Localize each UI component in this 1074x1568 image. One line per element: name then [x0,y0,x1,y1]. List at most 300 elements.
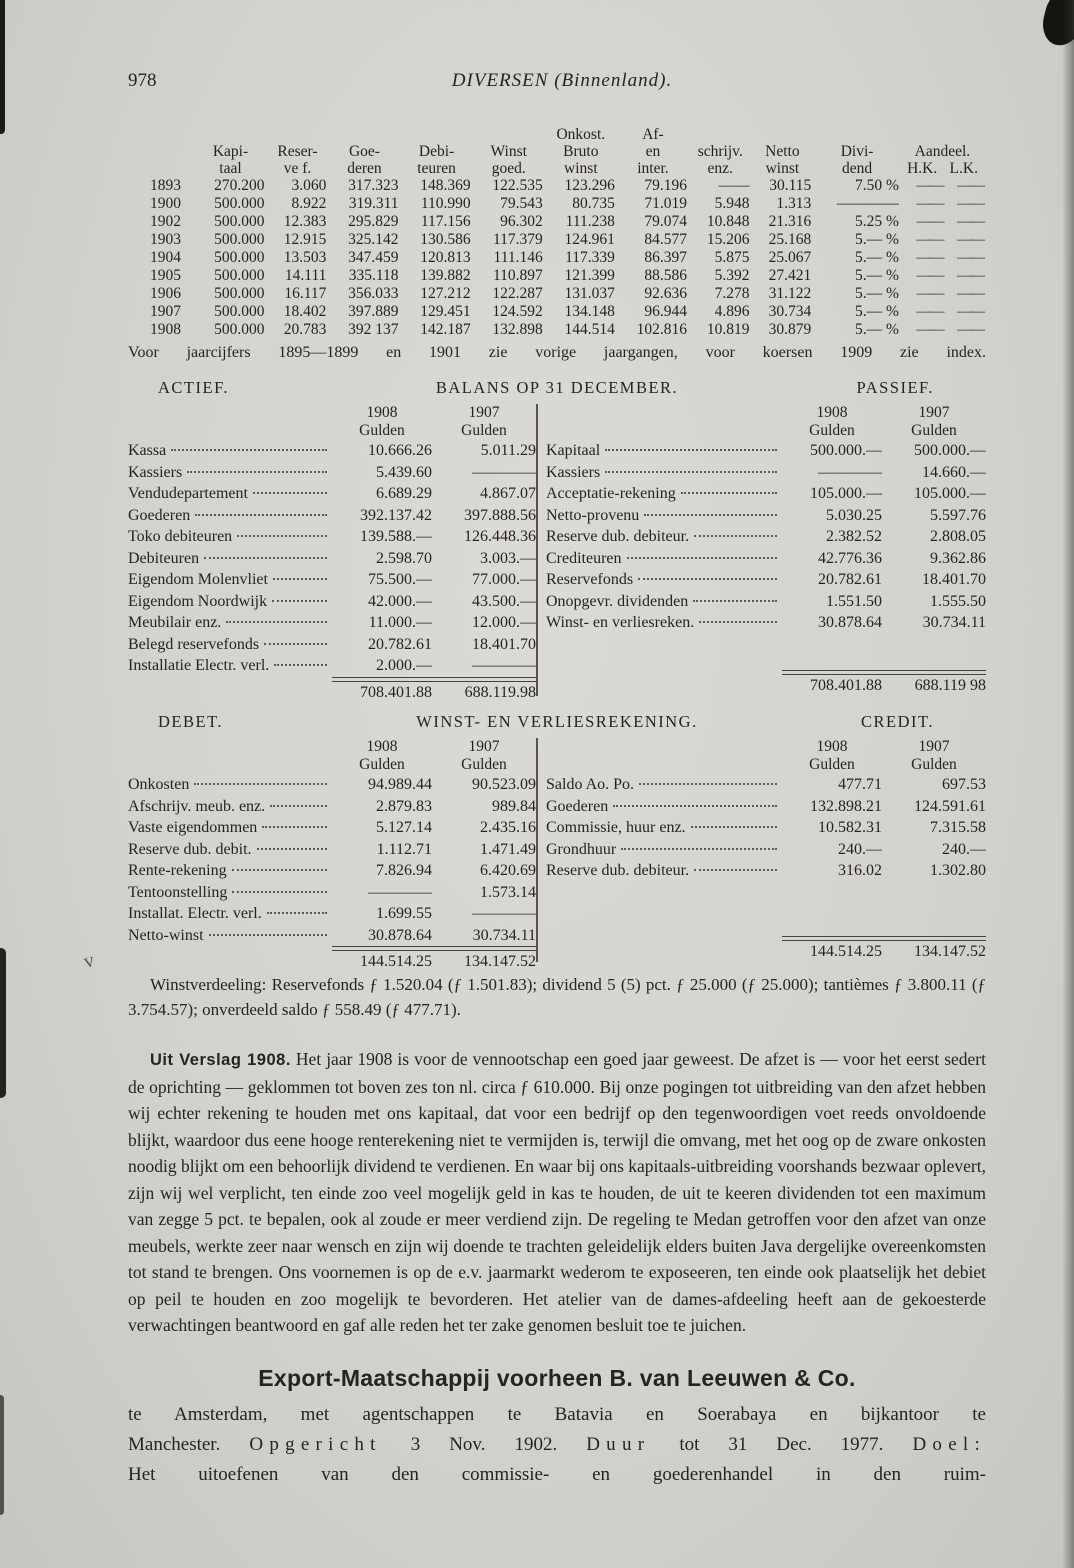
hdr-debiteuren-1: Debi- [418,143,455,160]
value-1908: 42.776.36 [818,549,882,567]
row-label-cell [546,569,782,591]
dot-leader [253,492,327,494]
row-label-cell [128,548,332,570]
wv-title-center: WINST- EN VERLIESREKENING. [416,712,698,731]
stats-cell-kapitaal: 500.000 [214,285,265,302]
stats-cell-kapitaal: 500.000 [214,321,265,338]
debet-year-1907: 1907 [468,738,500,755]
dot-leader [693,600,777,602]
credit-rows [546,774,986,882]
stats-cell-onkost-inter: 79.074 [644,213,688,230]
debet-row [128,817,536,839]
stats-cell-reserve: 12.915 [283,231,327,248]
stats-row [148,177,984,195]
debet-total-1907: 134.147.52 [464,953,536,970]
value-1908: 20.782.61 [368,635,432,653]
credit-total-1908: 144.514.25 [810,942,882,960]
row-label-cell [128,903,332,925]
stats-cell-goederen: 335.118 [348,267,399,284]
row-label-cell [128,569,332,591]
export-doel-label: Doel: [912,1433,986,1455]
row-label-cell [546,440,782,462]
page-edge-shadow [1062,0,1074,1568]
debet-currency-1: Gulden [359,756,405,773]
stats-cell-winst-goed: 111.146 [493,249,543,266]
stats-cell-goederen: 397.889 [348,303,399,320]
value-1908: 11.000.— [368,614,432,631]
value-1908: 132.898.21 [810,797,882,815]
stats-cell-dividend: ———— [836,195,899,212]
debet-totals [128,946,536,973]
debet-row [128,839,536,861]
row-label-cell [128,462,332,484]
value-1908: 1.551.50 [826,592,882,610]
stats-cell-bruto-winst: 134.148 [564,303,615,320]
dot-leader [232,869,327,871]
stats-cell-onkost-inter: 84.577 [644,231,688,248]
row-label: Acceptatie-rekening [546,485,676,502]
stats-cell-afschrijv: 4.896 [714,303,750,320]
passief-row [546,462,986,484]
stats-cell-koers-lk: —— [957,285,982,302]
credit-currency-1: Gulden [809,756,855,773]
value-1907: 2.808.05 [930,528,986,545]
stats-cell-onkost-inter: 92.636 [644,285,688,302]
stats-cell-year: 1902 [150,213,181,230]
passief-rows [546,440,986,634]
value-1907: 14.660.— [922,463,986,481]
stats-cell-year: 1906 [150,285,181,302]
passief-table [546,404,986,634]
row-label: Reserve dub. debit. [128,840,252,858]
passief-total-1907: 688.119 98 [914,676,986,694]
stats-cell-reserve: 20.783 [283,321,327,338]
page-header [128,70,986,92]
value-1907: 7.315.58 [930,819,986,836]
hdr-goederen-2: deren [347,160,382,177]
hdr-onkost-bot: inter. [637,160,669,177]
value-1907: 397.888.56 [464,506,536,524]
value-1907: 77.000.— [472,571,536,588]
export-company-paragraph [128,1400,986,1490]
row-label: Vendudepartement [128,485,248,502]
value-1907: 90.523.09 [472,776,536,793]
row-label-cell [128,591,332,613]
credit-year-1908: 1908 [816,738,848,755]
balans-titles [128,378,986,398]
stats-cell-koers-hk: —— [916,249,942,266]
dot-leader [257,848,327,850]
stats-cell-kapitaal: 500.000 [214,213,265,230]
actief-row [128,548,536,570]
stats-cell-koers-lk: —— [957,231,982,248]
stats-row [148,195,984,213]
value-1908: 2.879.83 [376,797,432,815]
stats-cell-debiteuren: 129.451 [420,303,471,320]
debet-year-row [128,738,536,756]
stats-cell-netto-winst: 30.734 [768,303,812,320]
hdr-reserve-2: ve f. [283,160,312,177]
stats-cell-debiteuren: 139.882 [420,267,471,284]
stats-cell-kapitaal: 500.000 [214,195,265,212]
verslag-body: Het jaar 1908 is voor de vennootschap een goed jaar geweest. De afzet is — voor het eerst sedert de oprichting — geklommen tot boven zes ton nl. circa ƒ 610.000. Bij onze pogingen tot uitbreiding van den afzet hebben wij echter rekening te houden met ons kapitaal, dat voor een bedrijf op den tegenwoordigen voet reeds onvoldoende blijkt, waardoor dus eene hooge renterekening niet te vermijden is, terwijl die omvang, met het oog op de zware onkosten noodig blijkt om een behoorlijk dividend te verdienen. En waar bij ons kapitaals-uitbreiding voorshands bezwaar oplevert, zijn wij wel verplicht, ten einde zoo veel mogelijk geld in kas te houden, de uit te keeren dividenden tot een maximum van zegge 5 pct. te bepalen, ook al zoude er meer verdiend zijn. De regeling te Medan getroffen voor den afzet van onze meubels, werkte zeer naar wensch en zijn wij doende te trachten geleidelijk elders buiten Java dergelijke overeenkomsten tot stand te brengen. Ons voornemen is op de e.v. jaarmarkt wederom te exposeeren, ten einde ook plaatselijk het debiet op peil te houden en zoo mogelijk te bevorderen. Het atelier van de dames-afdeeling heeft aan de gekoesterde verwachtingen beantwoord en gaf alle reden het ter zake genomen besluit toe te juichen. [128,1049,987,1335]
stats-cell-koers-hk: —— [916,231,942,248]
row-label: Installat. Electr. verl. [128,905,262,922]
wv-section [128,738,986,970]
row-label-cell [128,817,332,839]
stats-cell-koers-hk: —— [916,177,942,194]
dot-leader [638,578,777,580]
stats-cell-year: 1900 [150,195,181,212]
stats-cell-dividend: 5.— % [854,231,899,248]
value-1907: 5.597.76 [930,506,986,524]
row-label: Commissie, huur enz. [546,819,686,836]
passief-row [546,505,986,527]
passief-year-1908: 1908 [816,404,848,421]
binding-mark-top-left [0,0,5,134]
export-duur-label: Duur [586,1433,651,1455]
row-label-cell [128,483,332,505]
stats-cell-kapitaal: 500.000 [214,303,265,320]
stats-cell-koers-lk: —— [957,177,982,194]
value-1907: 124.591.61 [914,797,986,815]
balans-title-center: BALANS OP 31 DECEMBER. [435,378,679,397]
row-label: Debiteuren [128,549,200,567]
hdr-af-top: Af- [642,126,664,143]
passief-total-row [546,675,986,697]
value-1907: 30.734.11 [472,926,536,944]
row-label: Vaste eigendommen [128,819,258,836]
row-label-cell [128,796,332,818]
value-1907: 5.011.29 [480,442,536,459]
value-1907: 4.867.07 [480,485,536,502]
wv-title-credit: CREDIT. [861,712,934,731]
passief-year-1907: 1907 [918,404,950,421]
hdr-brutowinst-2: winst [564,160,598,177]
stats-cell-debiteuren: 127.212 [420,285,471,302]
hdr-winstgoed-1: Winst [490,143,527,160]
stats-cell-netto-winst: 30.115 [769,177,812,194]
value-1908: 42.000.— [368,592,432,610]
value-1908: 240.— [838,840,882,858]
value-1908: 10.666.26 [368,442,432,459]
hdr-onkost-mid: en [645,143,661,160]
stats-cell-koers-hk: —— [916,285,942,302]
row-label: Toko debiteuren [128,528,233,545]
stats-cell-goederen: 319.311 [348,195,399,212]
export-company-heading: Export-Maatschappij voorheen B. van Leeuwen & Co. [258,1364,856,1391]
stats-cell-afschrijv: 5.392 [714,267,750,284]
stats-cell-year: 1903 [150,231,181,248]
export-city: Manchester. [128,1433,250,1455]
balans-title-passief: PASSIEF. [856,378,934,397]
value-1907: 9.362.86 [930,549,986,567]
passief-row [546,612,986,634]
row-label-cell [546,462,782,484]
stats-cell-netto-winst: 27.421 [768,267,812,284]
yearly-stats-block [148,126,986,339]
actief-currency-row [128,422,536,440]
row-label: Kassiers [546,463,601,481]
row-label: Grondhuur [546,840,617,858]
stats-cell-koers-lk: —— [957,321,982,338]
stats-footnote: Voor jaarcijfers 1895—1899 en 1901 zie vorige jaargangen, voor koersen 1909 zie index. [128,344,986,361]
actief-row [128,526,536,548]
value-1907: 240.— [942,840,986,858]
debet-row [128,860,536,882]
debet-half [128,738,536,970]
stats-cell-dividend: 5.— % [854,321,899,338]
hdr-kapitaal-2: taal [219,160,242,177]
stats-cell-reserve: 14.111 [284,267,327,284]
row-label: Afschrijv. meub. enz. [128,797,266,815]
stats-cell-winst-goed: 79.543 [500,195,543,212]
value-1908: 316.02 [838,862,882,879]
actief-rows [128,440,536,677]
dot-leader [694,869,777,871]
stats-header-row-mid [148,143,984,160]
dot-leader [274,664,327,666]
value-1907: 6.420.69 [480,862,536,879]
passief-currency-2: Gulden [911,422,957,439]
debet-row [128,882,536,904]
stats-cell-bruto-winst: 121.399 [564,267,615,284]
stats-cell-goederen: 325.142 [348,231,399,248]
stats-cell-dividend: 5.— % [854,267,899,284]
stats-cell-bruto-winst: 80.735 [572,195,615,212]
passief-currency-1: Gulden [809,422,855,439]
hdr-debiteuren-2: teuren [417,160,456,177]
actief-row [128,462,536,484]
row-label-cell [128,440,332,462]
stats-cell-reserve: 12.383 [283,213,327,230]
credit-row [546,860,986,882]
stats-cell-afschrijv: 5.875 [714,249,750,266]
row-label: Reserve dub. debiteur. [546,528,690,545]
row-label: Goederen [128,506,191,524]
credit-currency-2: Gulden [911,756,957,773]
stats-cell-winst-goed: 96.302 [500,213,543,230]
hdr-reserve-1: Reser- [277,143,318,160]
stats-cell-netto-winst: 21.316 [768,213,812,230]
actief-row [128,569,536,591]
stats-row [148,285,984,303]
row-label: Rente-rekening [128,862,227,879]
stats-cell-dividend: 7.50 % [854,177,899,194]
row-label-cell [546,591,782,613]
dot-leader [264,643,327,645]
dot-leader [621,848,777,850]
dot-leader [195,514,327,516]
verslag-paragraph [128,1046,986,1339]
debet-total-1908: 144.514.25 [360,953,432,970]
stats-cell-koers-hk: —— [916,303,942,320]
value-1907: 989.84 [492,797,536,815]
passief-year-row [546,404,986,422]
stats-row [148,303,984,321]
value-1907: 18.401.70 [472,635,536,653]
row-label-cell [128,774,332,796]
row-label-cell [128,860,332,882]
stats-cell-winst-goed: 117.379 [492,231,543,248]
credit-row [546,774,986,796]
stats-cell-goederen: 392 137 [348,321,399,338]
stats-header-row-bot [148,160,984,177]
hdr-aandeel: Aandeel. [914,143,971,160]
value-1908: 7.826.94 [376,862,432,879]
stats-cell-afschrijv: 10.848 [706,213,750,230]
balans-title-actief: ACTIEF. [158,378,230,397]
value-1907: 1.471.49 [480,840,536,858]
stats-cell-debiteuren: 130.586 [420,231,471,248]
value-1907: 18.401.70 [922,571,986,588]
value-1908: 10.582.31 [818,819,882,836]
value-1907: 697.53 [942,776,986,793]
pencil-mark: v [81,949,97,973]
stats-cell-kapitaal: 500.000 [214,267,265,284]
stats-cell-year: 1904 [150,249,181,266]
hdr-dividend-2: dend [842,160,873,177]
credit-row [546,839,986,861]
value-1908: 500.000.— [810,442,882,459]
dot-leader [273,578,327,580]
passief-row [546,569,986,591]
binding-mark-mid-left [0,948,6,1098]
debet-table [128,738,536,946]
verslag-heading: Uit Verslag 1908. [150,1051,291,1069]
dot-leader [267,912,327,914]
stats-cell-afschrijv: —— [718,177,750,194]
value-1908: 105.000.— [810,485,882,502]
debet-row [128,774,536,796]
stats-cell-bruto-winst: 144.514 [564,321,615,338]
dot-leader [691,826,777,828]
dot-leader [644,514,777,516]
value-1907: 1.573.14 [480,883,536,901]
value-1908: 2.598.70 [376,549,432,567]
stats-cell-bruto-winst: 117.339 [565,249,615,266]
stats-cell-winst-goed: 110.897 [492,267,543,284]
stats-cell-onkost-inter: 96.944 [644,303,688,320]
row-label: Eigendom Noordwijk [128,592,268,610]
hdr-winstgoed-2: goed. [491,160,526,177]
stats-cell-koers-lk: —— [957,303,982,320]
stats-cell-netto-winst: 1.313 [776,195,812,212]
stats-cell-bruto-winst: 124.961 [564,231,615,248]
export-opgericht-date: 3 Nov. 1902. [381,1433,587,1455]
stats-cell-reserve: 8.922 [291,195,327,212]
dot-leader [187,471,327,473]
dot-leader [226,621,327,623]
dot-leader [270,805,327,807]
stats-cell-netto-winst: 25.168 [768,231,812,248]
stats-cell-year: 1905 [150,267,181,284]
hdr-brutowinst-1: Bruto [563,143,599,160]
row-label: Belegd reservefonds [128,635,260,653]
debet-row [128,925,536,947]
row-label-cell [128,612,332,634]
stats-cell-bruto-winst: 123.296 [564,177,615,194]
passief-row [546,548,986,570]
stats-cell-kapitaal: 500.000 [214,231,265,248]
row-label-cell [546,839,782,861]
export-opgericht-label: Opgericht [249,1433,382,1455]
stats-cell-debiteuren: 117.156 [420,213,471,230]
value-1908: 392.137.42 [360,506,432,524]
dot-leader [232,891,327,893]
credit-total-1907: 134.147.52 [914,942,986,960]
winstverdeeling-paragraph: Winstverdeeling: Reservefonds ƒ 1.520.04 (ƒ 1.501.83); dividend 5 (5) pct. ƒ 25.000 (ƒ 25.000); tantièmes ƒ 3.800.11 (ƒ 3.754.57); onverdeeld saldo ƒ 558.49 (ƒ 477.71). [128,975,986,1019]
wv-titles [128,712,986,732]
debet-currency-2: Gulden [461,756,507,773]
debet-currency-row [128,756,536,774]
actief-row [128,505,536,527]
hdr-dividend-1: Divi- [840,143,874,160]
row-label: Installatie Electr. verl. [128,657,270,674]
value-1908: 1.112.71 [376,840,432,858]
actief-row [128,655,536,677]
value-1908: 1.699.55 [376,905,432,922]
stats-header [148,126,984,177]
dot-leader [627,557,777,559]
actief-year-1908: 1908 [366,404,398,421]
binding-mark-bottom-left [0,1395,4,1515]
row-label: Reserve dub. debiteur. [546,862,690,879]
dot-leader [194,783,327,785]
dot-leader [681,492,777,494]
page-content [128,70,986,1490]
dot-leader [204,557,327,559]
stats-cell-afschrijv: 15.206 [706,231,750,248]
value-1908: 6.689.29 [376,485,432,502]
stats-cell-onkost-inter: 71.019 [644,195,688,212]
row-label: Crediteuren [546,549,622,567]
row-label-cell [546,548,782,570]
stats-cell-bruto-winst: 111.238 [565,213,615,230]
value-1907: 1.555.50 [930,592,986,610]
value-1908: 5.439.60 [376,463,432,481]
stats-cell-dividend: 5.— % [854,303,899,320]
stats-cell-netto-winst: 30.879 [768,321,812,338]
stats-cell-onkost-inter: 102.816 [636,321,688,338]
debet-year-1908: 1908 [366,738,398,755]
actief-total-1907: 688.119.98 [464,683,536,701]
value-1908: 75.500.— [368,571,432,588]
dot-leader [171,449,327,451]
actief-row [128,440,536,462]
value-1908: 139.588.— [360,528,432,545]
row-label-cell [546,505,782,527]
export-line-1: te Amsterdam, met agentschappen te Batavia en Soerabaya en bijkantoor te [128,1403,986,1425]
actief-row [128,612,536,634]
passief-row [546,483,986,505]
value-1908: 94.989.44 [368,776,432,793]
wv-title-debet: DEBET. [158,712,224,731]
row-label: Reservefonds [546,571,634,588]
passief-row [546,591,986,613]
stats-cell-koers-hk: —— [916,267,942,284]
stats-cell-dividend: 5.25 % [854,213,899,230]
actief-table [128,404,536,677]
passief-totals [546,670,986,697]
dot-leader [237,535,327,537]
value-1908: 2.000.— [376,657,432,674]
stats-cell-koers-lk: —— [957,267,982,284]
stats-cell-afschrijv: 5.948 [714,195,750,212]
debet-row [128,903,536,925]
stats-cell-kapitaal: 270.200 [214,177,265,194]
row-label: Goederen [546,797,609,815]
